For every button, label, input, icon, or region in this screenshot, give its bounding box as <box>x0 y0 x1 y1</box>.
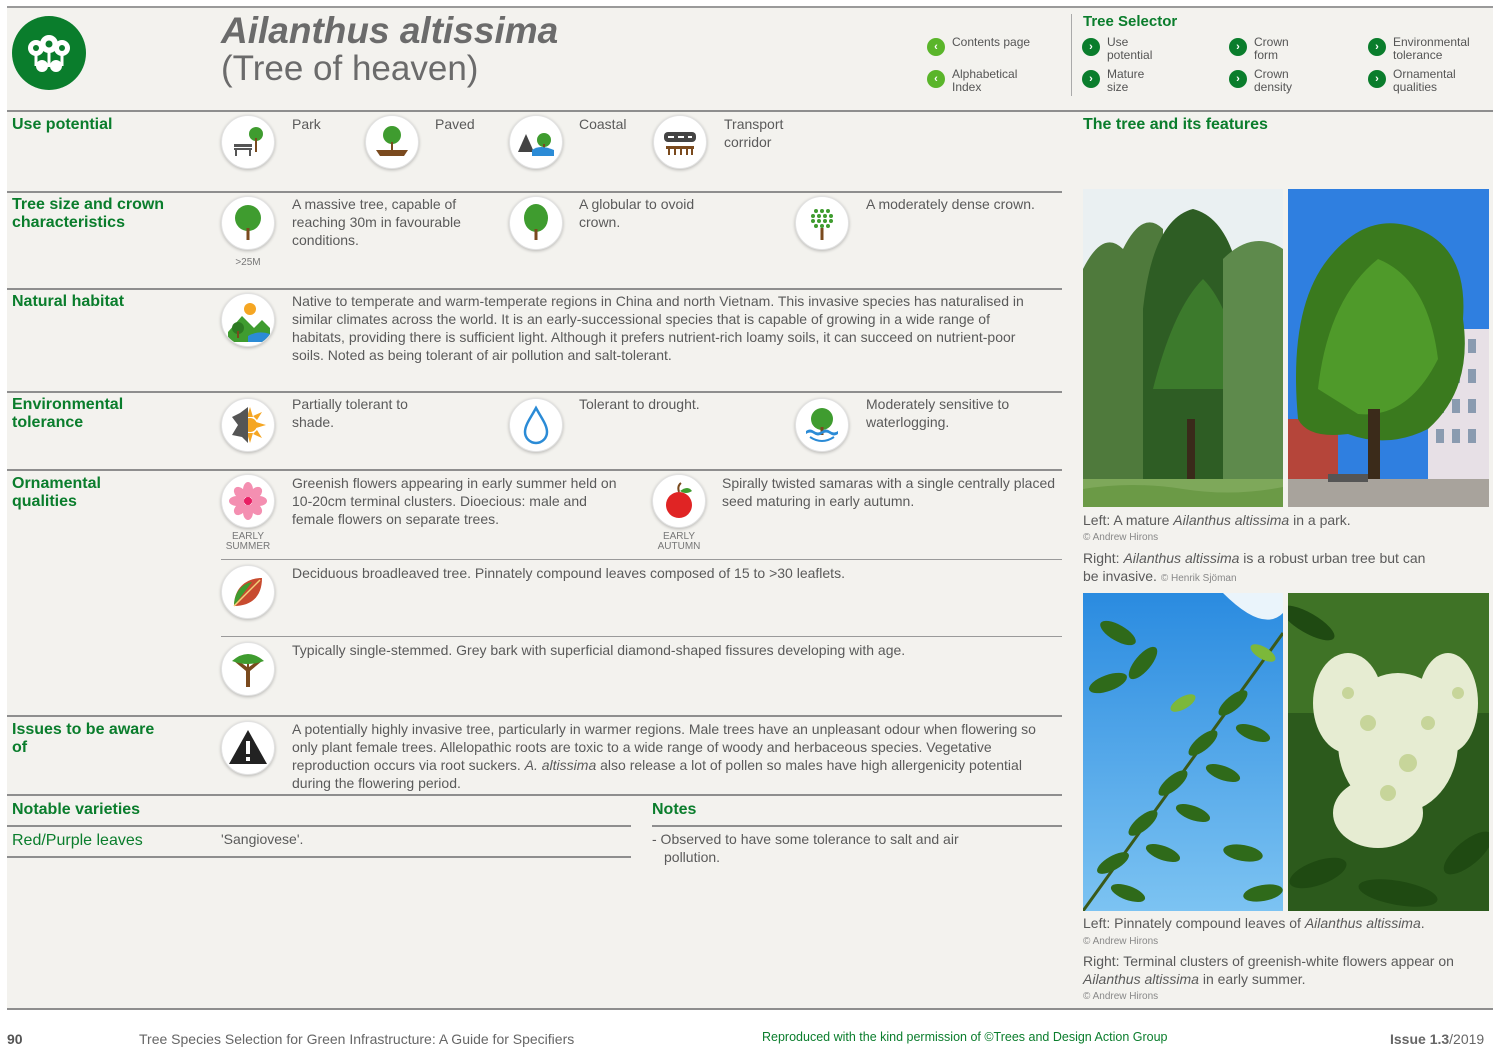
habitat-icon <box>221 293 275 347</box>
caption-text: Left: Pinnately compound leaves of <box>1083 915 1305 931</box>
ornamental-qualities-link[interactable]: Ornamental qualities <box>1393 67 1456 94</box>
species-title: Ailanthus altissima <box>221 10 559 51</box>
notable-varieties-heading: Notable varieties <box>12 801 141 818</box>
header-divider <box>1071 14 1072 96</box>
caption-species: Ailanthus altissima <box>1304 915 1421 931</box>
habitat-text: Native to temperate and warm-temperate regions in China and north Vietnam. This invasive species has naturalised in similar climates across the world. It is an early-successional species that is capable of growing in a wide range of habitats, providing there is sufficient light. Although it prefers nutrient-rich loamy soils, it can succeed on nutrient-poor soils. Noted as being tolerant of air pollution and salt-tolerant. <box>292 293 1024 363</box>
crown-density-link[interactable]: Crown density <box>1254 67 1293 94</box>
issue-number <box>1390 1031 1484 1047</box>
issues-text <box>292 720 1037 792</box>
section-rule <box>7 191 1062 193</box>
notes-text: - Observed to have some tolerance to salt and air pollution. <box>652 831 959 865</box>
issues-text-part: also release a lot of pollen so males have high allergenicity potential during the flowering period. <box>292 757 1022 791</box>
natural-habitat-heading: Natural habitat <box>12 293 125 310</box>
caption-right-2 <box>1083 952 1463 988</box>
drought-text: Tolerant to drought. <box>579 396 700 412</box>
page <box>7 6 1493 1009</box>
waterlogging-text: Moderately sensitive to waterlogging. <box>866 396 1010 430</box>
park-bench-icon <box>221 115 275 169</box>
crown-density-button[interactable] <box>1229 70 1247 88</box>
caption-right-1 <box>1083 549 1428 585</box>
leaf-icon <box>221 565 275 619</box>
tree-logo-icon <box>12 16 86 90</box>
caption-text: . <box>1420 915 1425 931</box>
bark-icon <box>221 642 275 696</box>
use-paved-label: Paved <box>435 116 475 132</box>
variety-value: 'Sangiovese'. <box>221 831 304 847</box>
caption-text: in a park. <box>1289 512 1351 528</box>
flowers-text: Greenish flowers appearing in early summer held on 10-20cm terminal clusters. Dioecious: male and female flowers on separate trees. <box>292 475 617 527</box>
section-subrule <box>221 559 1062 560</box>
environmental-tolerance-link[interactable]: Environmental tolerance <box>1393 35 1470 62</box>
section-rule <box>7 391 1062 393</box>
crown-density-text: A moderately dense crown. <box>866 196 1035 212</box>
waterlogging-icon <box>795 398 849 452</box>
credit-right-1: © Henrik Sjöman <box>1160 573 1237 584</box>
issues-species: A. altissima <box>524 757 597 773</box>
flower-season-label: EARLY SUMMER <box>225 531 271 552</box>
chevron-right-icon: › <box>1236 73 1240 85</box>
coastal-icon <box>509 115 563 169</box>
contents-page-button[interactable] <box>927 38 945 56</box>
mature-size-button[interactable] <box>1082 70 1100 88</box>
tree-selector-title: Tree Selector <box>1083 13 1178 30</box>
issue-bold: Issue 1.3 <box>1390 1031 1450 1047</box>
caption-text: is a robust urban tree but can be invasive. <box>1083 550 1426 584</box>
crown-form-link[interactable]: Crown form <box>1254 35 1289 62</box>
fruit-icon <box>652 474 706 528</box>
section-rule <box>7 469 1062 471</box>
leaves-text: Deciduous broadleaved tree. Pinnately compound leaves composed of 15 to >30 leaflets. <box>292 565 845 581</box>
credit-right-2: © Andrew Hirons <box>1083 991 1159 1002</box>
large-tree-icon <box>221 196 275 250</box>
caption-text: in early summer. <box>1198 971 1306 987</box>
section-rule <box>7 856 631 858</box>
mature-size-link[interactable]: Mature size <box>1107 67 1145 94</box>
alphabetical-index-button[interactable] <box>927 70 945 88</box>
size-badge: >25M <box>235 257 261 268</box>
caption-species: Ailanthus altissima <box>1083 971 1199 987</box>
issues-heading: Issues to be aware of <box>12 721 155 756</box>
features-heading: The tree and its features <box>1083 116 1268 133</box>
tree-size-heading: Tree size and crown characteristics <box>12 196 165 231</box>
credit-left-2: © Andrew Hirons <box>1083 936 1159 947</box>
use-potential-button[interactable] <box>1082 38 1100 56</box>
alphabetical-index-link[interactable]: Alphabetical Index <box>952 67 1018 94</box>
use-transport-label: Transport corridor <box>724 116 784 150</box>
caption-species: Ailanthus altissima <box>1173 512 1290 528</box>
section-rule <box>7 288 1062 290</box>
chevron-left-icon: ‹ <box>934 41 938 53</box>
environmental-tolerance-heading: Environmental tolerance <box>12 396 124 431</box>
common-name: (Tree of heaven) <box>221 49 479 88</box>
photo-flower-clusters <box>1288 593 1489 911</box>
fruit-season-label: EARLY AUTUMN <box>657 531 701 552</box>
caption-text: Right: Terminal clusters of greenish-white flowers appear on <box>1083 953 1454 969</box>
photo-mature-tree-park <box>1083 189 1283 507</box>
environmental-tolerance-button[interactable] <box>1368 38 1386 56</box>
caption-left-1 <box>1083 511 1483 529</box>
caption-text: Right: <box>1083 550 1124 566</box>
book-title: Tree Species Selection for Green Infrastructure: A Guide for Specifiers <box>139 1031 575 1047</box>
dense-crown-icon <box>795 196 849 250</box>
caption-text: Left: A mature <box>1083 512 1174 528</box>
crown-form-button[interactable] <box>1229 38 1247 56</box>
ornamental-qualities-button[interactable] <box>1368 70 1386 88</box>
warning-icon <box>221 721 275 775</box>
notes-heading: Notes <box>652 801 697 818</box>
page-number: 90 <box>7 1031 23 1047</box>
shade-icon <box>221 398 275 452</box>
water-drop-icon <box>509 398 563 452</box>
use-coastal-label: Coastal <box>579 116 627 132</box>
header-rule <box>7 110 1493 112</box>
photo-urban-tree <box>1288 189 1489 507</box>
bark-text: Typically single-stemmed. Grey bark with superficial diamond-shaped fissures developing with age. <box>292 642 906 658</box>
section-rule <box>652 825 1062 827</box>
shade-text: Partially tolerant to shade. <box>292 396 408 430</box>
chevron-right-icon: › <box>1089 41 1093 53</box>
transport-corridor-icon <box>653 115 707 169</box>
chevron-right-icon: › <box>1375 41 1379 53</box>
chevron-right-icon: › <box>1089 73 1093 85</box>
paved-tree-icon <box>365 115 419 169</box>
issue-year: /2019 <box>1449 1031 1485 1047</box>
photo-compound-leaves <box>1083 593 1283 911</box>
use-park-label: Park <box>292 116 321 132</box>
ornamental-heading: Ornamental qualities <box>12 475 101 510</box>
variety-name: Red/Purple leaves <box>12 832 143 849</box>
use-potential-link[interactable]: Use potential <box>1107 35 1153 62</box>
tree-size-text: A massive tree, capable of reaching 30m in favourable conditions. <box>292 196 461 248</box>
caption-left-2 <box>1083 914 1488 932</box>
use-potential-heading: Use potential <box>12 116 113 133</box>
caption-species: Ailanthus altissima <box>1123 550 1240 566</box>
fruit-text: Spirally twisted samaras with a single centrally placed seed maturing in early autumn. <box>722 475 1056 509</box>
section-rule <box>7 715 1062 717</box>
chevron-left-icon: ‹ <box>934 73 938 85</box>
credit-left-1: © Andrew Hirons <box>1083 532 1159 543</box>
contents-page-link[interactable]: Contents page <box>952 35 1031 49</box>
page-bottom-rule <box>7 1008 1493 1010</box>
crown-form-text: A globular to ovoid crown. <box>579 196 695 230</box>
issues-text-part: A potentially highly invasive tree, particularly in warmer regions. Male trees have an unpleasant odour when flowering so only plant female trees. Allelopathic roots are toxic to a wide range of woody and herbaceous species. Vegetative reproduction occurs via root suckers. <box>292 721 1036 773</box>
section-rule <box>7 794 1062 796</box>
globular-crown-icon <box>509 196 563 250</box>
section-rule <box>7 825 631 827</box>
section-subrule <box>221 636 1062 637</box>
chevron-right-icon: › <box>1236 41 1240 53</box>
flower-icon <box>221 474 275 528</box>
permission-note: Reproduced with the kind permission of ©Trees and Design Action Group <box>762 1030 1168 1044</box>
chevron-right-icon: › <box>1375 73 1379 85</box>
